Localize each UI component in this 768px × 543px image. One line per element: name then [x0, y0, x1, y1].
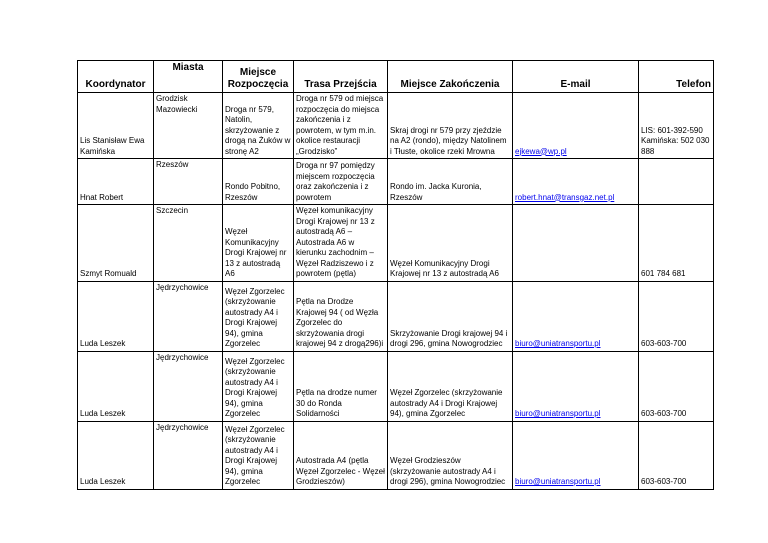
header-row	[78, 61, 714, 93]
header-miejsce-zakonczenia: Miejsce Zakończenia	[388, 61, 513, 93]
table-row	[78, 205, 714, 282]
cell-koordynator: Hnat Robert	[78, 159, 154, 205]
cell-trasa: Autostrada A4 (pętla Węzeł Zgorzelec - Węzeł Grodzieszów)	[294, 421, 388, 489]
cell-trasa: Pętla na drodze numer 30 do Ronda Solidarności	[294, 351, 388, 421]
table-row	[78, 93, 714, 159]
email-link[interactable]: robert.hnat@transgaz.net.pl	[515, 192, 615, 202]
cell-telefon: 601 784 681	[639, 205, 714, 282]
table-row	[78, 281, 714, 351]
cell-email	[513, 421, 639, 489]
cell-koordynator: Luda Leszek	[78, 421, 154, 489]
cell-telefon: 603-603-700	[639, 281, 714, 351]
cell-miejsce-rozpoczecia: Węzeł Zgorzelec (skrzyżowanie autostrady A4 i Drogi Krajowej 94), gmina Zgorzelec	[223, 281, 294, 351]
cell-miasta: Jędrzychowice	[154, 281, 223, 351]
cell-miejsce-rozpoczecia: Węzeł Zgorzelec (skrzyżowanie autostrady A4 i Drogi Krajowej 94), gmina Zgorzelec	[223, 351, 294, 421]
cell-miejsce-zakonczenia: Rondo im. Jacka Kuronia, Rzeszów	[388, 159, 513, 205]
cell-koordynator: Szmyt Romuald	[78, 205, 154, 282]
cell-trasa: Pętla na Drodze Krajowej 94 ( od Węzła Zgorzelec do skrzyżowania drogi krajowej 94 z drogą296)i	[294, 281, 388, 351]
table-row	[78, 159, 714, 205]
cell-miasta: Grodzisk Mazowiecki	[154, 93, 223, 159]
cell-email	[513, 351, 639, 421]
email-link[interactable]: ejkewa@wp.pl	[515, 146, 567, 156]
cell-email	[513, 281, 639, 351]
email-link[interactable]: biuro@uniatransportu.pl	[515, 409, 601, 418]
cell-miejsce-zakonczenia: Węzeł Grodzieszów (skrzyżowanie autostrady A4 i drogi 296), gmina Nowogrodziec	[388, 421, 513, 489]
cell-koordynator: Luda Leszek	[78, 281, 154, 351]
cell-miejsce-rozpoczecia: Rondo Pobitno, Rzeszów	[223, 159, 294, 205]
header-telefon: Telefon	[639, 61, 714, 93]
cell-trasa: Droga nr 579 od miejsca rozpoczęcia do miejsca zakończenia i z powrotem, w tym m.in. okolice restauracji „Grodzisko”	[294, 93, 388, 159]
header-trasa: Trasa Przejścia	[294, 61, 388, 93]
cell-miejsce-rozpoczecia: Węzeł Zgorzelec (skrzyżowanie autostrady A4 i Drogi Krajowej 94), gmina Zgorzelec	[223, 421, 294, 489]
table-row	[78, 421, 714, 489]
cell-koordynator: Lis Stanisław Ewa Kamińska	[78, 93, 154, 159]
cell-miasta: Jędrzychowice	[154, 351, 223, 421]
cell-miasta: Rzeszów	[154, 159, 223, 205]
cell-miejsce-rozpoczecia: Droga nr 579, Natolin, skrzyżowanie z drogą na Żuków w stronę A2	[223, 93, 294, 159]
cell-email	[513, 159, 639, 205]
table-row	[78, 351, 714, 421]
cell-miejsce-zakonczenia: Węzeł Zgorzelec (skrzyżowanie autostrady A4 i Drogi Krajowej 94), gmina Zgorzelec	[388, 351, 513, 421]
header-miasta: Miasta	[154, 61, 223, 93]
cell-telefon	[639, 159, 714, 205]
cell-miejsce-zakonczenia: Węzeł Komunikacyjny Drogi Krajowej nr 13 z autostradą A6	[388, 205, 513, 282]
cell-koordynator: Luda Leszek	[78, 351, 154, 421]
header-miejsce-rozpoczecia: Miejsce Rozpoczęcia	[223, 61, 294, 93]
cell-trasa: Droga nr 97 pomiędzy miejscem rozpoczęcia oraz zakończenia i z powrotem	[294, 159, 388, 205]
cell-miejsce-zakonczenia: Skrzyżowanie Drogi krajowej 94 i drogi 296, gmina Nowogrodziec	[388, 281, 513, 351]
header-email: E-mail	[513, 61, 639, 93]
cell-miasta: Jędrzychowice	[154, 421, 223, 489]
cell-miejsce-zakonczenia: Skraj drogi nr 579 przy zjeździe na A2 (rondo), między Natolinem i Tłuste, okolice rzeki Mrowna	[388, 93, 513, 159]
contacts-table	[77, 60, 714, 490]
email-link[interactable]: biuro@uniatransportu.pl	[515, 477, 601, 486]
cell-telefon: 603-603-700	[639, 421, 714, 489]
cell-miasta: Szczecin	[154, 205, 223, 282]
cell-telefon: LIS: 601-392-590 Kamińska: 502 030 888	[639, 93, 714, 159]
cell-trasa: Węzeł komunikacyjny Drogi Krajowej nr 13 z autostradą A6 – Autostrada A6 w kierunku zachodnim – Węzeł Radziszewo i z powrotem (pętla)	[294, 205, 388, 282]
cell-telefon: 603-603-700	[639, 351, 714, 421]
cell-email	[513, 93, 639, 159]
cell-email	[513, 205, 639, 282]
email-link[interactable]: biuro@uniatransportu.pl	[515, 339, 601, 348]
header-koordynator: Koordynator	[78, 61, 154, 93]
cell-miejsce-rozpoczecia: Węzeł Komunikacyjny Drogi Krajowej nr 13 z autostradą A6	[223, 205, 294, 282]
